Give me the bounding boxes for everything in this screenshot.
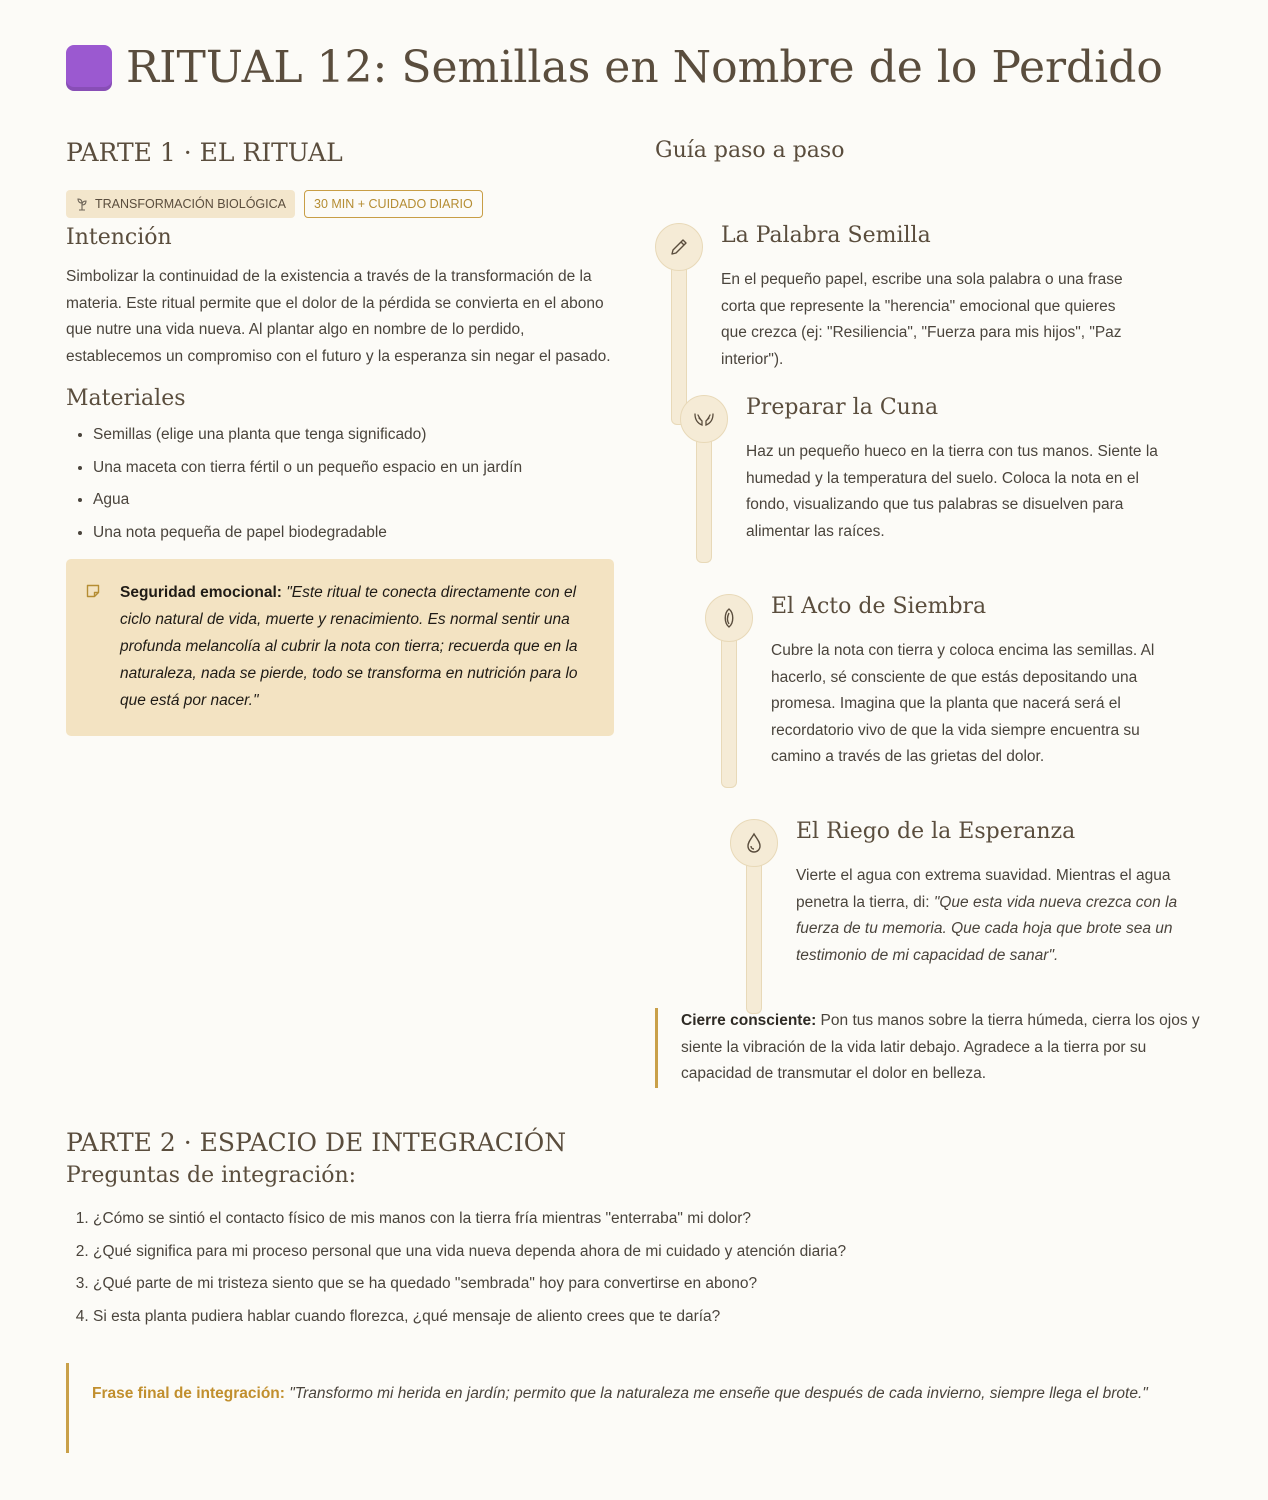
tag-transformation [66, 190, 295, 218]
step-title: La Palabra Semilla [721, 223, 931, 248]
step-quote: "Que esta vida nueva crezca con la fuerza de tu memoria. Que cada hoja que brote sea un testimonio de mi capacidad de sanar". [796, 893, 1178, 964]
closing-text: Pon tus manos sobre la tierra húmeda, cierra los ojos y siente la vibración de la vida latir debajo. Agradece a la tierra por su capacidad de transmutar el dolor en belleza. [681, 1012, 1200, 1082]
step-badge [655, 223, 703, 271]
step-connector [721, 640, 737, 788]
final-text: "Transformo mi herida en jardín; permito que la naturaleza me enseñe que después de cada invierno, siempre llega el brote." [289, 1385, 1148, 1402]
closing-note [655, 1008, 1221, 1088]
questions-heading: Preguntas de integración: [66, 1163, 357, 1188]
materials-list [66, 424, 614, 543]
safety-callout [66, 559, 614, 736]
part2-heading: PARTE 2 · ESPACIO DE INTEGRACIÓN [66, 1128, 567, 1157]
step-badge [730, 819, 778, 867]
step-text-body: Vierte el agua con extrema suavidad. Mientras el agua penetra la tierra, di: [796, 867, 1171, 911]
list-item: • Una maceta con tierra fértil o un pequeño espacio en un jardín [93, 457, 614, 478]
list-item: 4. Si esta planta pudiera hablar cuando florezca, ¿qué mensaje de aliento crees que te daría? [93, 1306, 1206, 1327]
guide-section [655, 138, 1215, 964]
step-badge [680, 395, 728, 443]
tag-row [66, 190, 614, 218]
water-drop-icon [742, 831, 766, 855]
final-phrase [66, 1363, 1196, 1453]
list-item: • Una nota pequeña de papel biodegradable [93, 522, 614, 543]
closing-label: Cierre consciente: [681, 1012, 817, 1029]
seed-icon [717, 606, 741, 630]
list-item: • Semillas (elige una planta que tenga significado) [93, 424, 614, 445]
step-title: Preparar la Cuna [746, 395, 939, 420]
step-title: El Acto de Siembra [771, 594, 987, 619]
hands-icon [691, 406, 717, 432]
list-item: 1. ¿Cómo se sintió el contacto físico de mis manos con la tierra fría mientras "enterraba" mi dolor? [93, 1208, 1206, 1229]
tag-duration [304, 190, 483, 218]
final-label: Frase final de integración: [92, 1385, 285, 1402]
page-title-text: RITUAL 12: Semillas en Nombre de lo Perdido [126, 42, 1163, 93]
safety-label: Seguridad emocional: [120, 583, 282, 601]
purple-square-icon [66, 45, 112, 91]
list-item: 3. ¿Qué parte de mi tristeza siento que se ha quedado "sembrada" hoy para convertirse en abono? [93, 1273, 1206, 1294]
step-text: En el pequeño papel, escribe una sola palabra o una frase corta que represente la "herencia" emocional que quieres que crezca (ej: "Resiliencia", "Fuerza para mis hijos", "Paz interior"). [721, 271, 1123, 368]
step-badge [705, 594, 753, 642]
guide-heading: Guía paso a paso [655, 138, 845, 163]
safety-text: "Este ritual te conecta directamente con el ciclo natural de vida, muerte y renacimiento. Es normal sentir una profunda melancolía al cubrir la nota con tierra; recuerda que en la naturaleza, nada se pierde, todo se transforma en nutrición para lo que está por nacer." [120, 583, 578, 709]
step-connector [696, 441, 712, 563]
step-text [796, 863, 1216, 969]
list-item: • Agua [93, 489, 614, 510]
step-title: El Riego de la Esperanza [796, 819, 1076, 844]
ritual-section [66, 138, 614, 736]
note-icon [86, 584, 100, 598]
tag-label: TRANSFORMACIÓN BIOLÓGICA [95, 197, 286, 211]
intention-text: Simbolizar la continuidad de la existencia a través de la transformación de la materia. Este ritual permite que el dolor de la pérdida se convierta en el abono que nutre una vida nueva. Al plantar algo en nombre de lo perdido, establecemos un compromiso con el futuro y la esperanza sin negar el pasado. [66, 268, 611, 365]
step-connector [671, 269, 687, 425]
step-connector [746, 865, 762, 1014]
tag-label: 30 MIN + CUIDADO DIARIO [314, 197, 473, 211]
plant-icon [75, 197, 89, 211]
step-text: Cubre la nota con tierra y coloca encima las semillas. Al hacerlo, sé consciente de que estás depositando una promesa. Imagina que la planta que nacerá será el recordatorio vivo de que la vida siempre encuentra su camino a través de las grietas del dolor. [771, 642, 1155, 765]
questions-list [66, 1208, 1206, 1327]
part1-heading: PARTE 1 · EL RITUAL [66, 138, 343, 167]
list-item: 2. ¿Qué significa para mi proceso personal que una vida nueva dependa ahora de mi cuidado y atención diaria? [93, 1241, 1206, 1262]
intention-heading: Intención [66, 225, 172, 250]
page-title [66, 42, 1163, 93]
materials-heading: Materiales [66, 386, 186, 411]
integration-section [66, 1128, 1206, 1338]
pencil-icon [667, 235, 691, 259]
step-text: Haz un pequeño hueco en la tierra con tus manos. Siente la humedad y la temperatura del suelo. Coloca la nota en el fondo, visualizando que tus palabras se disuelven para alimentar las raíces. [746, 443, 1158, 540]
